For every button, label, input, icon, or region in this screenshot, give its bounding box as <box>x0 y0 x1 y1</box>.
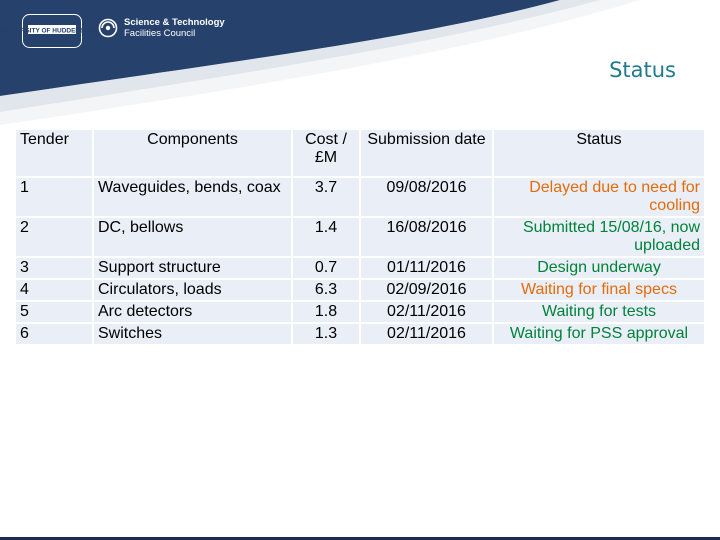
cell-status: Waiting for tests <box>494 302 704 322</box>
stfc-wordmark <box>124 17 225 39</box>
cell-status: Waiting for PSS approval <box>494 324 704 344</box>
page-title: Status <box>609 58 676 82</box>
cell-cost: 1.8 <box>293 302 359 322</box>
cell-cost: 0.7 <box>293 258 359 278</box>
cell-date: 02/11/2016 <box>361 324 492 344</box>
cell-date: 02/09/2016 <box>361 280 492 300</box>
table-row <box>16 178 704 216</box>
cell-tender: 6 <box>16 324 92 344</box>
stfc-line1: Science & Technology <box>124 17 225 28</box>
header-submission-date: Submission date <box>361 130 492 176</box>
cell-components: Circulators, loads <box>94 280 291 300</box>
header-tender: Tender <box>16 130 92 176</box>
cell-status: Design underway <box>494 258 704 278</box>
cell-tender: 2 <box>16 218 92 256</box>
cell-date: 09/08/2016 <box>361 178 492 216</box>
header-components: Components <box>94 130 291 176</box>
cell-date: 02/11/2016 <box>361 302 492 322</box>
table-row <box>16 258 704 278</box>
cell-components: Support structure <box>94 258 291 278</box>
university-logo <box>0 14 104 48</box>
table-row <box>16 302 704 322</box>
table-header-row <box>16 130 704 176</box>
header-status: Status <box>494 130 704 176</box>
header-cost: Cost /£M <box>293 130 359 176</box>
table-row <box>16 324 704 344</box>
stfc-logo <box>98 17 225 39</box>
university-logo-text: UNIVERSITY OF HUDDERSFIELD <box>0 27 104 35</box>
stfc-line2: Facilities Council <box>124 28 196 39</box>
cell-cost: 6.3 <box>293 280 359 300</box>
cell-components: Arc detectors <box>94 302 291 322</box>
cell-status: Waiting for final specs <box>494 280 704 300</box>
cell-components: Switches <box>94 324 291 344</box>
cell-date: 01/11/2016 <box>361 258 492 278</box>
cell-status: Delayed due to need for cooling <box>494 178 704 216</box>
table-row <box>16 280 704 300</box>
cell-cost: 3.7 <box>293 178 359 216</box>
tender-status-table <box>14 128 706 346</box>
cell-components: DC, bellows <box>94 218 291 256</box>
cell-tender: 1 <box>16 178 92 216</box>
cell-tender: 4 <box>16 280 92 300</box>
cell-status: Submitted 15/08/16, now uploaded <box>494 218 704 256</box>
cell-cost: 1.3 <box>293 324 359 344</box>
cell-components: Waveguides, bends, coax <box>94 178 291 216</box>
cell-date: 16/08/2016 <box>361 218 492 256</box>
cell-cost: 1.4 <box>293 218 359 256</box>
stfc-swirl-icon <box>98 18 118 38</box>
cell-tender: 3 <box>16 258 92 278</box>
table-row <box>16 218 704 256</box>
cell-tender: 5 <box>16 302 92 322</box>
